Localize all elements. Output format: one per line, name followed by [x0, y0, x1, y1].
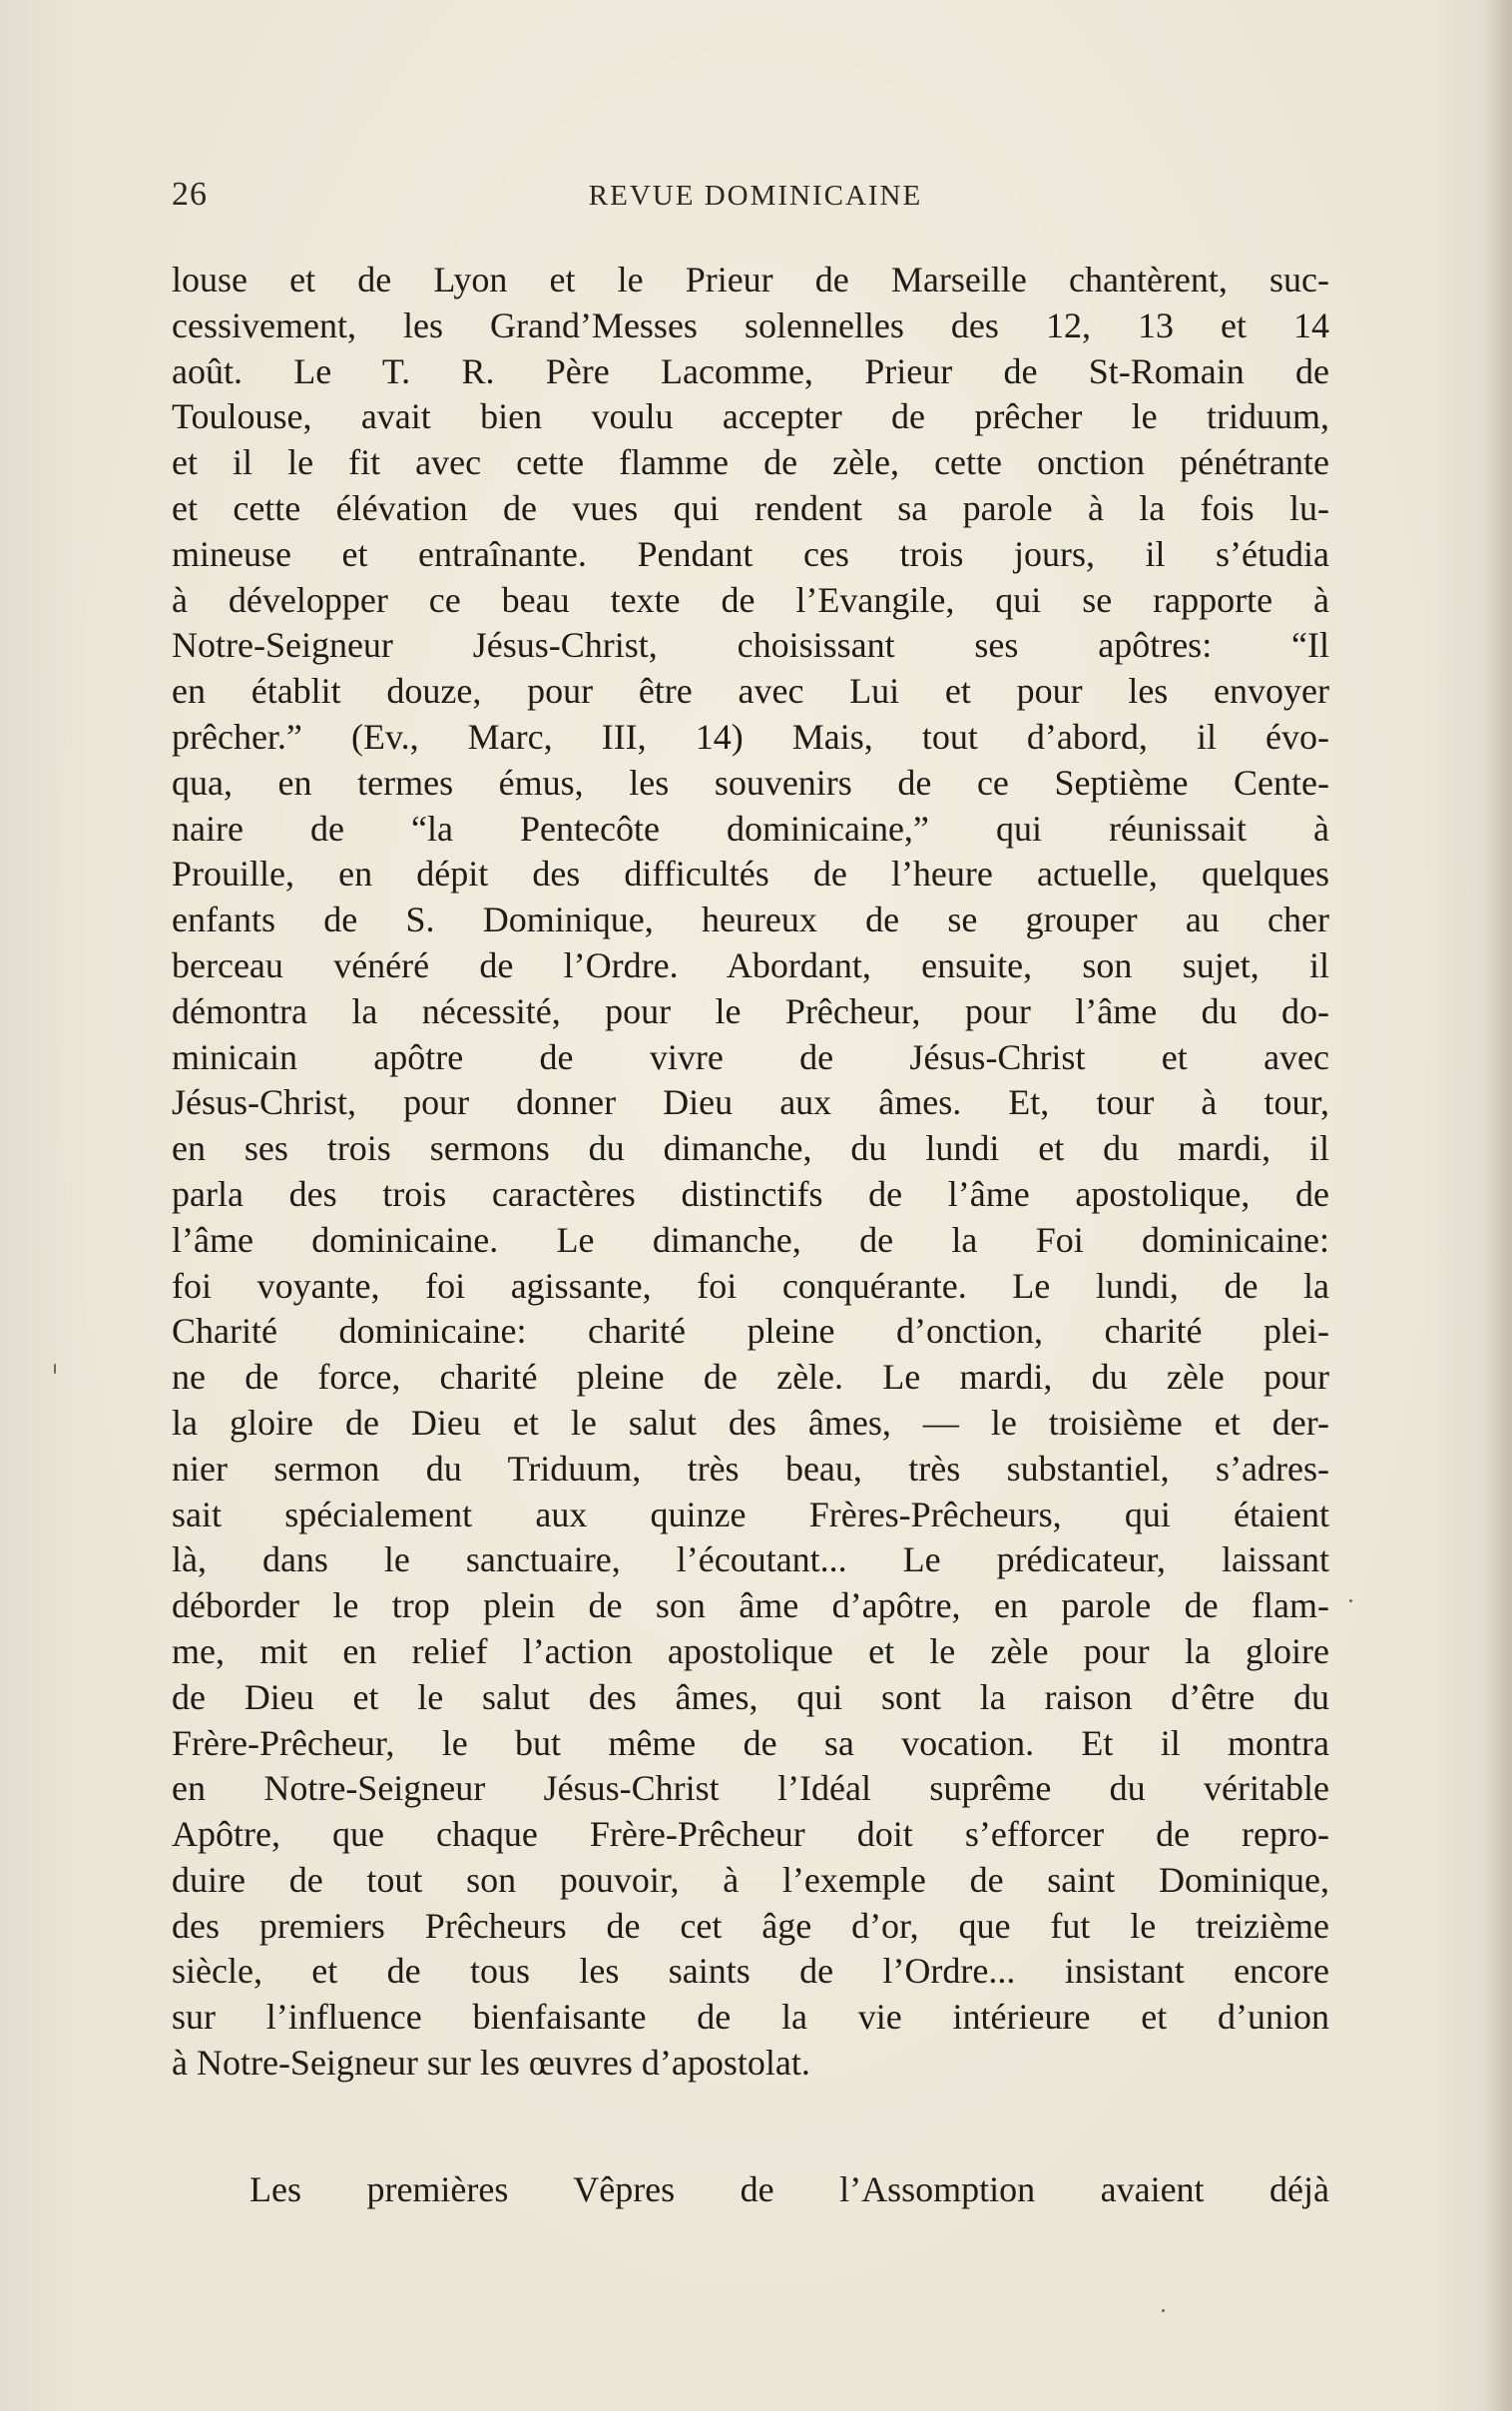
- text-line: en établit douze, pour être avec Lui et pour les envoyer: [172, 671, 1329, 712]
- text-line-last: à Notre-Seigneur sur les œuvres d’apostolat.: [172, 2043, 810, 2084]
- text-line: cessivement, les Grand’Messes solennelles des 12, 13 et 14: [172, 304, 1329, 345]
- text-line: des premiers Prêcheurs de cet âge d’or, que fut le treizième: [172, 1905, 1329, 1946]
- text-line: naire de “la Pentecôte dominicaine,” qui réunissait à: [172, 808, 1329, 849]
- text-line: mineuse et entraînante. Pendant ces trois jours, il s’étudia: [172, 533, 1329, 574]
- text-line: prêcher.” (Ev., Marc, III, 14) Mais, tout d’abord, il évo-: [172, 716, 1329, 757]
- text-line: sur l’influence bienfaisante de la vie intérieure et d’union: [172, 1997, 1329, 2038]
- text-line: Jésus-Christ, pour donner Dieu aux âmes. Et, tour à tour,: [172, 1082, 1329, 1123]
- text-line: et il le fit avec cette flamme de zèle, cette onction pénétrante: [172, 442, 1329, 483]
- text-line: louse et de Lyon et le Prieur de Marseille chantèrent, suc-: [172, 260, 1329, 300]
- text-line: Charité dominicaine: charité pleine d’onction, charité plei-: [172, 1311, 1329, 1352]
- page-edge-shadow: [1484, 0, 1512, 2411]
- text-line: qua, en termes émus, les souvenirs de ce Septième Cente-: [172, 762, 1329, 803]
- text-line: berceau vénéré de l’Ordre. Abordant, ensuite, son sujet, il: [172, 944, 1329, 985]
- text-line: août. Le T. R. Père Lacomme, Prieur de St-Romain de: [172, 350, 1329, 391]
- paper-speck: [1349, 1599, 1352, 1602]
- paragraph-2-first-line: Les premières Vêpres de l’Assomption avaient déjà: [250, 2169, 1329, 2209]
- text-line: démontra la nécessité, pour le Prêcheur, pour l’âme du do-: [172, 990, 1329, 1031]
- text-line: Frère-Prêcheur, le but même de sa vocation. Et il montra: [172, 1722, 1329, 1763]
- page-header: [172, 176, 1339, 222]
- page-number: 26: [172, 176, 208, 213]
- text-line: ne de force, charité pleine de zèle. Le mardi, du zèle pour: [172, 1357, 1329, 1398]
- text-line: Toulouse, avait bien voulu accepter de prêcher le triduum,: [172, 396, 1329, 437]
- text-line: la gloire de Dieu et le salut des âmes, — le troisième et der-: [172, 1402, 1329, 1443]
- paragraph-1: [172, 258, 1329, 2087]
- text-line: à développer ce beau texte de l’Evangile, qui se rapporte à: [172, 579, 1329, 620]
- text-line: déborder le trop plein de son âme d’apôtre, en parole de flam-: [172, 1585, 1329, 1626]
- text-line: siècle, et de tous les saints de l’Ordre... insistant encore: [172, 1951, 1329, 1992]
- text-line: en ses trois sermons du dimanche, du lundi et du mardi, il: [172, 1128, 1329, 1169]
- text-line: Apôtre, que chaque Frère-Prêcheur doit s’efforcer de repro-: [172, 1814, 1329, 1855]
- paper-speck: [54, 1364, 56, 1374]
- text-line: enfants de S. Dominique, heureux de se grouper au cher: [172, 900, 1329, 940]
- text-line: l’âme dominicaine. Le dimanche, de la Foi dominicaine:: [172, 1219, 1329, 1260]
- text-line: minicain apôtre de vivre de Jésus-Christ et avec: [172, 1036, 1329, 1077]
- text-line: me, mit en relief l’action apostolique et le zèle pour la gloire: [172, 1630, 1329, 1671]
- running-title: REVUE DOMINICAINE: [588, 180, 923, 212]
- text-line: en Notre-Seigneur Jésus-Christ l’Idéal suprême du véritable: [172, 1768, 1329, 1809]
- text-line: sait spécialement aux quinze Frères-Prêcheurs, qui étaient: [172, 1494, 1329, 1534]
- text-line: duire de tout son pouvoir, à l’exemple de saint Dominique,: [172, 1859, 1329, 1900]
- text-line: de Dieu et le salut des âmes, qui sont la raison d’être du: [172, 1676, 1329, 1717]
- text-line: foi voyante, foi agissante, foi conquérante. Le lundi, de la: [172, 1265, 1329, 1306]
- text-line: nier sermon du Triduum, très beau, très substantiel, s’adres-: [172, 1448, 1329, 1489]
- text-line: Prouille, en dépit des difficultés de l’heure actuelle, quelques: [172, 854, 1329, 895]
- text-line: Notre-Seigneur Jésus-Christ, choisissant ses apôtres: “Il: [172, 625, 1329, 666]
- text-line: parla des trois caractères distinctifs de l’âme apostolique, de: [172, 1173, 1329, 1214]
- text-line: là, dans le sanctuaire, l’écoutant... Le prédicateur, laissant: [172, 1539, 1329, 1580]
- paper-speck: [1162, 2309, 1165, 2312]
- text-line: et cette élévation de vues qui rendent sa parole à la fois lu-: [172, 487, 1329, 528]
